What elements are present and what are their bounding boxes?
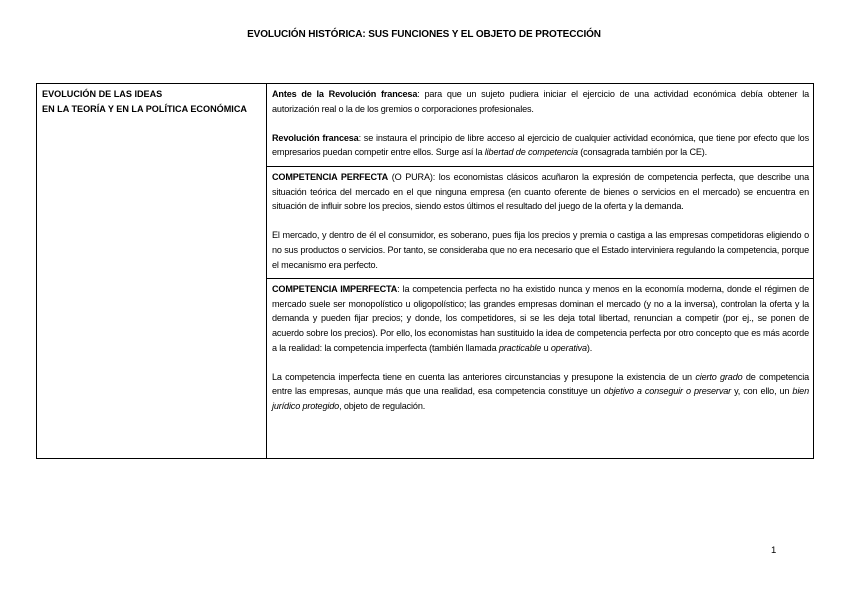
row3-p2-text-4: , objeto de regulación. [339, 400, 426, 411]
row2-p1-text: (O PURA): los economistas clásicos acuñaron la expresión de competencia perfecta, que describe una situación teórica del mercado en el que ninguna empresa (en cuanto oferente de bienes o servicios en el mercado) se encuentra en situación de influir sobre los precios, siendo estos últimos el resultado del juego de la oferta y la demanda. [272, 171, 810, 212]
row3-paragraph-2 [272, 370, 809, 414]
row1-p2-text-2: (consagrada también por la CE). [577, 147, 708, 158]
row3-p1-text-2: u [541, 342, 551, 353]
row1-paragraph-1 [272, 87, 809, 116]
page-number: 1 [771, 545, 777, 556]
row2-paragraph-1 [272, 170, 809, 214]
row1-cell [267, 84, 814, 167]
row3-p1-text-1: : la competencia perfecta no ha existido nunca y menos en la economía moderna, donde el régimen de mercado suele ser monopolístico u oligopolístico; las grandes empresas dominan el mercado (y no a la inversa), controlan la oferta y la demanda y pueden fijar precios; y donde, los competidores, si se les deja total libertad, renuncian a competir (por ej., se ponen de acuerdo sobre los precios). Por ello, los economistas han sustituido la idea de competencia perfecta por otro concepto que es más acorde a la realidad: la competencia imperfecta (también llamada [272, 284, 809, 353]
row2-p1-lead: COMPETENCIA PERFECTA [272, 171, 389, 182]
row3-p2-italic-3: bien jurídico protegido [272, 386, 809, 411]
row1-p1-text: : para que un sujeto pudiera iniciar el ejercicio de una actividad económica debía obtener la autorización real o la de los gremios o corporaciones profesionales. [272, 89, 809, 114]
row3-p1-italic-2: operativa [550, 342, 587, 353]
row3-paragraph-1 [272, 282, 809, 355]
left-heading-line-1: EVOLUCIÓN DE LAS IDEAS [42, 89, 163, 99]
table-row [37, 84, 814, 167]
row3-p2-italic-2: objetivo a conseguir o preservar [603, 386, 731, 397]
row3-p2-text-1: La competencia imperfecta tiene en cuenta las anteriores circunstancias y presupone la existencia de un [272, 371, 696, 382]
row3-p1-italic-1: practicable [498, 342, 542, 353]
evolution-table [36, 83, 814, 459]
row1-p2-lead: Revolución francesa [272, 132, 359, 143]
document-title: EVOLUCIÓN HISTÓRICA: SUS FUNCIONES Y EL OBJETO DE PROTECCIÓN [247, 29, 601, 40]
row1-p2-italic: libertad de competencia [484, 147, 578, 158]
left-heading-line-2: EN LA TEORÍA Y EN LA POLÍTICA ECONÓMICA [42, 103, 247, 114]
row1-p2-text-1: : se instaura el principio de libre acceso al ejercicio de cualquier actividad económica, que tiene por efecto que los empresarios puedan competir entre ellos. Surge así la [272, 132, 809, 158]
row3-p2-text-3: y, con ello, un [731, 386, 793, 397]
row1-p1-lead: Antes de la Revolución francesa [272, 89, 418, 99]
row2-cell [267, 166, 814, 278]
row3-p2-text-2: de competencia entre las empresas, aunque más que una realidad, esa competencia constituye un [272, 371, 809, 397]
row1-paragraph-2 [272, 131, 809, 160]
row3-cell [267, 279, 814, 459]
row2-p2-text: El mercado, y dentro de él el consumidor, es soberano, pues fija los precios y premia o castiga a las empresas competidoras eligiendo o no sus productos o servicios. Por tanto, se consideraba que no era necesario que el Estado interviniera regulando la competencia, porque el mecanismo era perfecto. [272, 230, 809, 270]
row2-paragraph-2 [272, 228, 809, 272]
left-heading-cell [37, 84, 267, 459]
row3-p1-lead: COMPETENCIA IMPERFECTA [272, 284, 398, 295]
row3-p1-text-3: ). [586, 342, 593, 353]
row3-p2-italic-1: cierto grado [695, 371, 743, 382]
